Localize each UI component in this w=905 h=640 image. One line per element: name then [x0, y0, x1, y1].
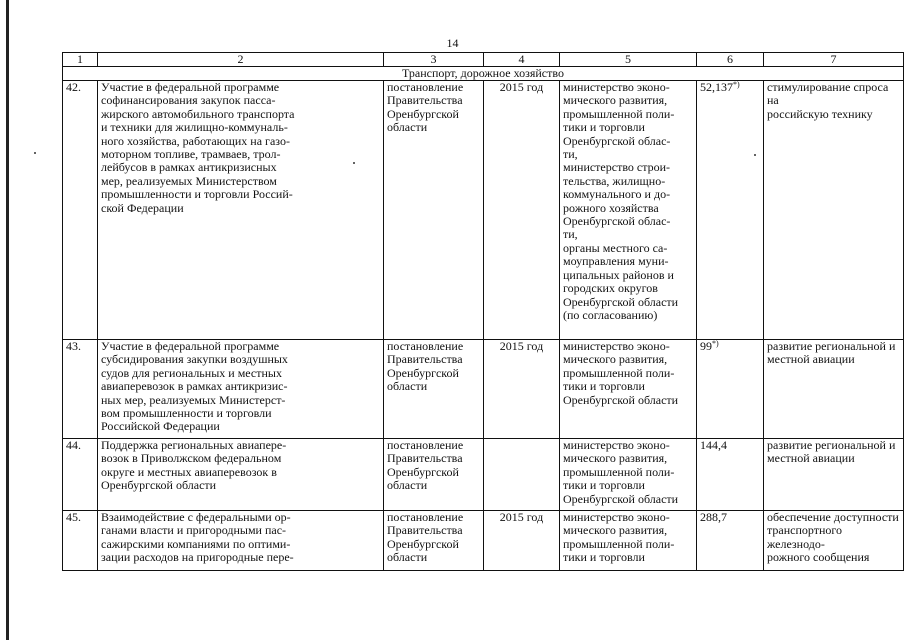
amount-value: 52,137: [700, 80, 733, 94]
header-row: [63, 53, 904, 67]
measure-cell: Участие в федеральной программе софинансирования закупок пасса- жирского автомобильного транспорта и техники для жилищно-коммуналь- ного хозяйства, работающих на газо- моторном топливе, трамваев, трол- лейбусов в рамках антикризисных мер, реализуемых Министерством промышленности и торговли Россий- ской Федерации: [98, 81, 384, 340]
footnote-marker: *): [712, 339, 719, 348]
row-number: 44.: [63, 439, 98, 511]
result-cell: обеспечение доступности транспортного железнодо- рожного сообщения: [764, 511, 904, 571]
amount-cell: [697, 340, 764, 439]
executors-cell: министерство эконо- мического развития, промышленной поли- тики и торговли Оренбургской области: [560, 439, 697, 511]
term-cell: 2015 год: [484, 81, 560, 340]
scan-edge-mark: [6, 0, 9, 640]
column-header: 2: [98, 53, 384, 67]
column-header: 4: [484, 53, 560, 67]
document-cell: постановление Правительства Оренбургской области: [384, 340, 484, 439]
table-row: [63, 511, 904, 571]
document-cell: постановление Правительства Оренбургской области: [384, 511, 484, 571]
amount-value: 288,7: [700, 510, 727, 524]
amount-cell: [697, 439, 764, 511]
result-cell: развитие региональной и местной авиации: [764, 340, 904, 439]
executors-cell: министерство эконо- мического развития, промышленной поли- тики и торговли: [560, 511, 697, 571]
column-header: 7: [764, 53, 904, 67]
row-number: 42.: [63, 81, 98, 340]
measure-cell: Поддержка региональных авиапере- возок в Приволжском федеральном округе и местных авиаперевозок в Оренбургской области: [98, 439, 384, 511]
column-header: 1: [63, 53, 98, 67]
amount-cell: [697, 81, 764, 340]
scan-speck: [34, 152, 36, 154]
table-row: [63, 81, 904, 340]
footnote-marker: *): [733, 80, 740, 89]
column-header: 6: [697, 53, 764, 67]
term-cell: [484, 439, 560, 511]
measure-cell: Взаимодействие с федеральными ор- ганами власти и пригородными пас- сажирскими компаниями по оптими- зации расходов на пригородные пере-: [98, 511, 384, 571]
row-number: 43.: [63, 340, 98, 439]
result-cell: развитие региональной и местной авиации: [764, 439, 904, 511]
executors-cell: министерство эконо- мического развития, промышленной поли- тики и торговли Оренбургской области: [560, 340, 697, 439]
amount-cell: [697, 511, 764, 571]
table-row: [63, 439, 904, 511]
result-cell: стимулирование спроса на российскую технику: [764, 81, 904, 340]
row-number: 45.: [63, 511, 98, 571]
executors-cell: министерство эконо- мического развития, промышленной поли- тики и торговли Оренбургской облас- ти, министерство строи- тельства, жилищно- коммунального и до- рожного хозяйства Оренбургской облас- ти, органы местного са- моуправления муни- ципальных районов и городских округов Оренбургской области (по согласованию): [560, 81, 697, 340]
document-cell: постановление Правительства Оренбургской области: [384, 81, 484, 340]
column-header: 3: [384, 53, 484, 67]
section-row: [63, 67, 904, 81]
term-cell: 2015 год: [484, 340, 560, 439]
measures-table: [62, 52, 904, 571]
table-header: [63, 53, 904, 67]
page-number: 14: [446, 36, 459, 50]
document-cell: постановление Правительства Оренбургской области: [384, 439, 484, 511]
term-cell: 2015 год: [484, 511, 560, 571]
column-header: 5: [560, 53, 697, 67]
measure-cell: Участие в федеральной программе субсидирования закупки воздушных судов для региональных и местных авиаперевозок в рамках антикризис- ных мер, реализуемых Министерст- вом промышленности и торговли Российской Федерации: [98, 340, 384, 439]
table-row: [63, 340, 904, 439]
amount-value: 99: [700, 339, 712, 353]
amount-value: 144,4: [700, 438, 727, 452]
section-title: Транспорт, дорожное хозяйство: [63, 67, 904, 81]
